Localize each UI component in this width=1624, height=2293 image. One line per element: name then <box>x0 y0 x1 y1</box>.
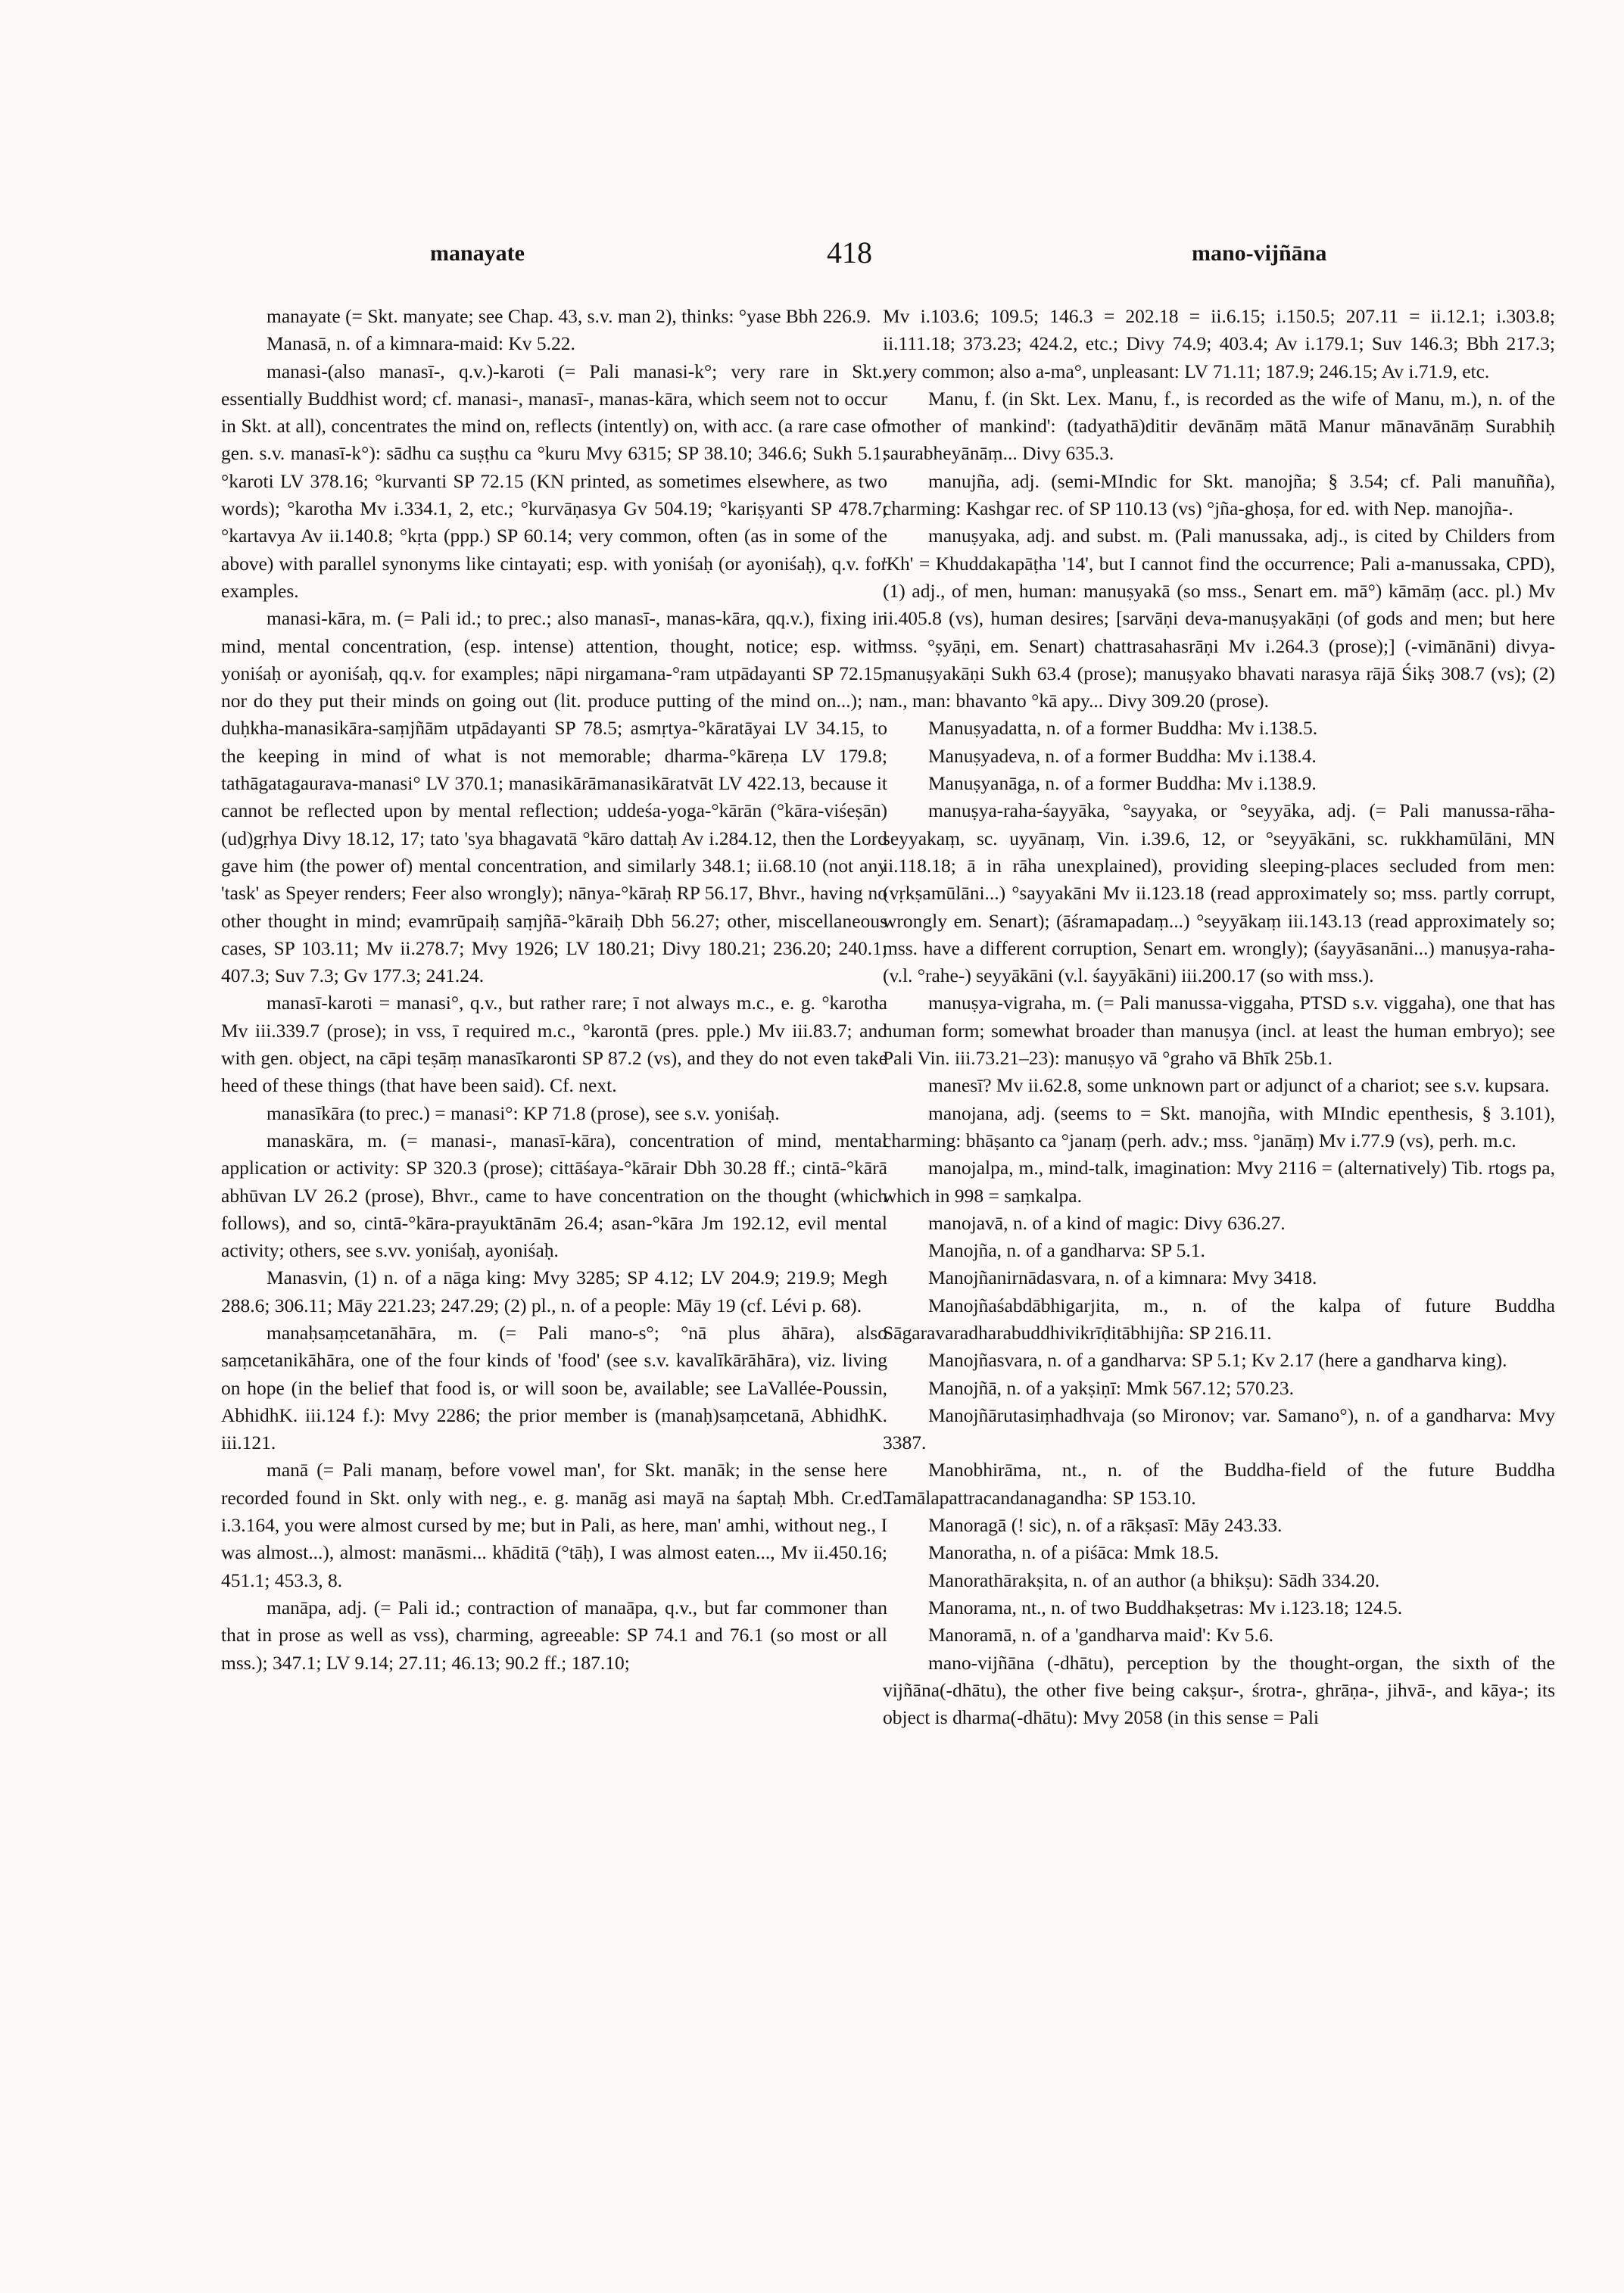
entry-manayate: manayate (= Skt. manyate; see Chap. 43, s.v. man 2), thinks: °yase Bbh 226.9. <box>267 305 871 327</box>
entry-manoratha: Manoratha, n. of a piśāca: Mmk 18.5. <box>928 1541 1219 1564</box>
entry-manojna: Manojña, n. of a gandharva: SP 5.1. <box>928 1239 1205 1262</box>
entry-manobhirama: Manobhirāma, nt., n. of the Buddha-field of the future Buddha Tamālapattracandanagandha: SP 153.10. <box>883 1459 1555 1509</box>
entry-manojnanirnadasvara: Manojñanirnādasvara, n. of a kimnara: Mvy 3418. <box>928 1266 1317 1289</box>
entry-manasvin: Manasvin, (1) n. of a nāga king: Mvy 3285; SP 4.12; LV 204.9; 219.9; Megh 288.6; 306.11; Māy 221.23; 247.29; (2) pl., n. of a people: Māy 19 (cf. Lévi p. 68). <box>221 1266 887 1316</box>
entry-mano-vijnana: mano-vijñāna (-dhātu), perception by the thought-organ, the sixth of the vijñāna(-dhātu), the other five being cakṣur-, śrotra-, ghrāṇa-, jihvā-, and kāya-; its object is dharma(-dhātu): Mvy 2058 (in this sense = Pali <box>883 1651 1555 1729</box>
entry-continuation: Mv i.103.6; 109.5; 146.3 = 202.18 = ii.6.15; i.150.5; 207.11 = ii.12.1; i.303.8; ii.111.18; 373.23; 424.2, etc.; Divy 74.9; 403.4; Av i.179.1; Suv 146.3; Bbh 217.3; very common; also a-ma°, unpleasant: LV 71.11; 187.9; 246.15; Av i.71.9, etc. <box>883 305 1555 382</box>
entry-manojalpa: manojalpa, m., mind-talk, imagination: Mvy 2116 = (alternatively) Tib. rtogs pa, which in 998 = saṃkalpa. <box>883 1157 1555 1207</box>
entry-manapa: manāpa, adj. (= Pali id.; contraction of manaāpa, q.v., but far commoner than that in prose as well as vss), charming, agreeable: SP 74.1 and 76.1 (so most or all mss.); 347.1; LV 9.14; 27.11; 46.13; 90.2 ff.; 187.10; <box>221 1596 887 1674</box>
entry-manusyadatta: Manuṣyadatta, n. of a former Buddha: Mv i.138.5. <box>928 717 1318 740</box>
entry-manojnasabdabhigarjita: Manojñaśabdābhigarjita, m., n. of the kalpa of future Buddha Sāgaravaradharabuddhivikrīḍitābhijña: SP 216.11. <box>883 1294 1555 1344</box>
entry-manu: Manu, f. (in Skt. Lex. Manu, f., is recorded as the wife of Manu, m.), n. of the 'mother of mankind': (tadyathā)ditir devānāṃ mātā Manur mānavānāṃ Surabhiḥ saurabheyānāṃ... Divy 635.3. <box>883 387 1555 465</box>
entry-manasi-karoti-long: manasī-karoti = manasi°, q.v., but rather rare; ī not always m.c., e. g. °karotha Mv iii.339.7 (prose); in vss, ī required m.c., °karontā (pres. pple.) Mv iii.83.7; and with gen. object, na cāpi teṣāṃ manasīkaronti SP 87.2 (vs), and they do not even take heed of these things (that have been said). Cf. next. <box>221 992 887 1097</box>
running-head-right: mano-vijñāna <box>1192 241 1327 266</box>
page-number: 418 <box>827 235 872 269</box>
entry-manorama-nt: Manorama, nt., n. of two Buddhakṣetras: Mv i.123.18; 124.5. <box>928 1596 1403 1618</box>
entry-manojana: manojana, adj. (seems to = Skt. manojña, with MIndic epenthesis, § 3.101), charming: bhāṣanto ca °janaṃ (perh. adv.; mss. °janāṃ) Mv i.77.9 (vs), perh. m.c. <box>883 1101 1555 1151</box>
entry-manesi: manesī? Mv ii.62.8, some unknown part or adjunct of a chariot; see s.v. kupsara. <box>928 1074 1550 1097</box>
entry-manusyaka: manuṣyaka, adj. and subst. m. (Pali manussaka, adj., is cited by Childers from 'Kh' = Khuddakapāṭha '14', but I cannot find the occurrence; Pali a-manussaka, CPD), (1) adj., of men, human: manuṣyakā (so mss., Senart em. mā°) kāmāṃ (acc. pl.) Mv ii.405.8 (vs), human desires; [sarvāṇi deva-manuṣyakāṇi (of gods and men; but here mss. °ṣyāṇi, em. Senart) chattrasahasrāṇi Mv i.264.3 (prose);] (-vimānāni) divya-manuṣyakāṇi Sukh 63.4 (prose); manuṣyako bhavati narasya rājā Śikṣ 308.7 (vs); (2) m., man: bhavanto °kā apy... Divy 309.20 (prose). <box>883 525 1555 712</box>
entry-manujna: manujña, adj. (semi-MIndic for Skt. manojña; § 3.54; cf. Pali manuñña), charming: Kashgar rec. of SP 110.13 (vs) °jña-ghoṣa, for ed. with Nep. manojña-. <box>883 469 1555 520</box>
entry-manasi-kara: manasi-kāra, m. (= Pali id.; to prec.; also manasī-, manas-kāra, qq.v.), fixing in mind, mental concentration, (esp. intense) attention, thought, notice; esp. with yoniśaḥ or ayoniśaḥ, qq.v. for examples; nāpi nirgamana-°ram utpādayanti SP 72.15, nor do they put their minds on going out (lit. produce putting of the mind on...); na duḥkha-manasikāra-saṃjñām utpādayanti SP 78.5; asmṛtya-°kāratāyai LV 34.15, to the keeping in mind of what is not memorable; dharma-°kāreṇa LV 179.8; tathāgatagaurava-manasi° LV 370.1; manasikārāmanasikāratvāt LV 422.13, because it cannot be reflected upon by mental reflection; uddeśa-yoga-°kārān (°kāra-viśeṣān) (ud)gṛhya Divy 18.12, 17; tato 'sya bhagavatā °kāro dattaḥ Av i.284.12, then the Lord gave him (the power of) mental concentration, and similarly 348.1; ii.68.10 (not any 'task' as Speyer renders; Feer also wrongly); nānya-°kāraḥ RP 56.17, Bhvr., having no other thought in mind; evamrūpaiḥ saṃjñā-°kāraiḥ Dbh 56.27; other, miscellaneous cases, SP 103.11; Mv ii.278.7; Mvy 1926; LV 180.21; Divy 180.21; 236.20; 240.1; 407.3; Suv 7.3; Gv 177.3; 241.24. <box>221 607 887 987</box>
entry-manaskara: manaskāra, m. (= manasi-, manasī-kāra), concentration of mind, mental application or activity: SP 320.3 (prose); cittāśaya-°kārair Dbh 30.28 ff.; cintā-°kārā abhūvan LV 26.2 (prose), Bhvr., came to have concentration on the thought (which follows), and so, cintā-°kāra-prayuktānām 26.4; asan-°kāra Jm 192.12, evil mental activity; others, see s.vv. yoniśaḥ, ayoniśaḥ. <box>221 1129 887 1262</box>
entry-manasa: Manasā, n. of a kimnara-maid: Kv 5.22. <box>267 332 575 355</box>
entry-manusya-raha-sayyaka: manuṣya-raha-śayyāka, °sayyaka, or °seyyāka, adj. (= Pali manussa-rāha-seyyakaṃ, sc. uyyānaṃ, Vin. i.39.6, 12, or °seyyākāni, sc. rukkhamūlāni, MN ii.118.18; ā in rāha unexplained), providing sleeping-places secluded from men: (vṛkṣamūlāni...) °sayyakāni Mv ii.123.18 (read approximately so; mss. partly corrupt, wrongly em. Senart); (āśramapadaṃ...) °seyyākaṃ iii.143.13 (read approximately so; mss. have a different corruption, Senart em. wrongly); (śayyāsanāni...) manuṣya-raha-(v.l. °rahe-) seyyākāni (v.l. śayyākāni) iii.200.17 (so with mss.). <box>883 799 1555 987</box>
entry-manusyadeva: Manuṣyadeva, n. of a former Buddha: Mv i.138.4. <box>928 744 1317 767</box>
running-head-left: manayate <box>430 241 525 266</box>
right-column <box>883 303 1555 1731</box>
entry-manojnarutasimhadhvaja: Manojñārutasiṃhadhvaja (so Mironov; var. Samano°), n. of a gandharva: Mvy 3387. <box>883 1404 1555 1454</box>
entry-manoratharaksita: Manorathārakṣita, n. of an author (a bhikṣu): Sādh 334.20. <box>928 1569 1380 1591</box>
entry-manojava: manojavā, n. of a kind of magic: Divy 636.27. <box>928 1211 1286 1234</box>
entry-manasikara: manasīkāra (to prec.) = manasi°: KP 71.8 (prose), see s.v. yoniśaḥ. <box>267 1101 780 1124</box>
entry-manorama-f: Manoramā, n. of a 'gandharva maid': Kv 5.6. <box>928 1624 1274 1647</box>
entry-manoraga: Manoragā (! sic), n. of a rākṣasī: Māy 243.33. <box>928 1514 1283 1537</box>
entry-manusyanaga: Manuṣyanāga, n. of a former Buddha: Mv i.138.9. <box>928 772 1317 795</box>
entry-manojna-yaksini: Manojñā, n. of a yakṣiṇī: Mmk 567.12; 570.23. <box>928 1376 1295 1399</box>
left-column <box>221 303 887 1677</box>
entry-manusya-vigraha: manuṣya-vigraha, m. (= Pali manussa-viggaha, PTSD s.v. viggaha), one that has human form; somewhat broader than manuṣya (incl. at least the human embryo); see Pali Vin. iii.73.21–23): manuṣyo vā °graho vā Bhīk 25b.1. <box>883 992 1555 1070</box>
entry-manasi-karoti: manasi-(also manasī-, q.v.)-karoti (= Pali manasi-k°; very rare in Skt., essentially Buddhist word; cf. manasi-, manasī-, manas-kāra, which seem not to occur in Skt. at all), concentrates the mind on, reflects (intently) on, with acc. (a rare case of gen. s.v. manasī-k°): sādhu ca suṣṭhu ca °kuru Mvy 6315; SP 38.10; 346.6; Sukh 5.1; °karoti LV 378.16; °kurvanti SP 72.15 (KN printed, as sometimes elsewhere, as two words); °karotha Mv i.334.1, 2, etc.; °kurvāṇasya Gv 504.19; °kariṣyanti SP 478.7; °kartavya Av ii.140.8; °kṛta (ppp.) SP 60.14; very common, often (as in some of the above) with parallel synonyms like cintayati; esp. with yoniśaḥ (or ayoniśaḥ), q.v. for examples. <box>221 360 887 602</box>
entry-manojnasvara: Manojñasvara, n. of a gandharva: SP 5.1; Kv 2.17 (here a gandharva king). <box>928 1349 1507 1372</box>
entry-manahsamcetanahara: manaḥsaṃcetanāhāra, m. (= Pali mano-s°; °nā plus āhāra), also saṃcetanikāhāra, one of the four kinds of 'food' (see s.v. kavalīkārāhāra), viz. living on hope (in the belief that food is, or will soon be, available; see LaVallée-Poussin, AbhidhK. iii.124 f.): Mvy 2286; the prior member is (manaḥ)saṃcetanā, AbhidhK. iii.121. <box>221 1321 887 1454</box>
entry-mana: manā (= Pali manaṃ, before vowel man', for Skt. manāk; in the sense here recorded found in Skt. only with neg., e. g. manāg asi mayā na śaptaḥ Mbh. Cr.ed. i.3.164, you were almost cursed by me; but in Pali, as here, man' amhi, without neg., I was almost...), almost: manāsmi... khāditā (°tāḥ), I was almost eaten..., Mv ii.450.16; 451.1; 453.3, 8. <box>221 1459 887 1591</box>
